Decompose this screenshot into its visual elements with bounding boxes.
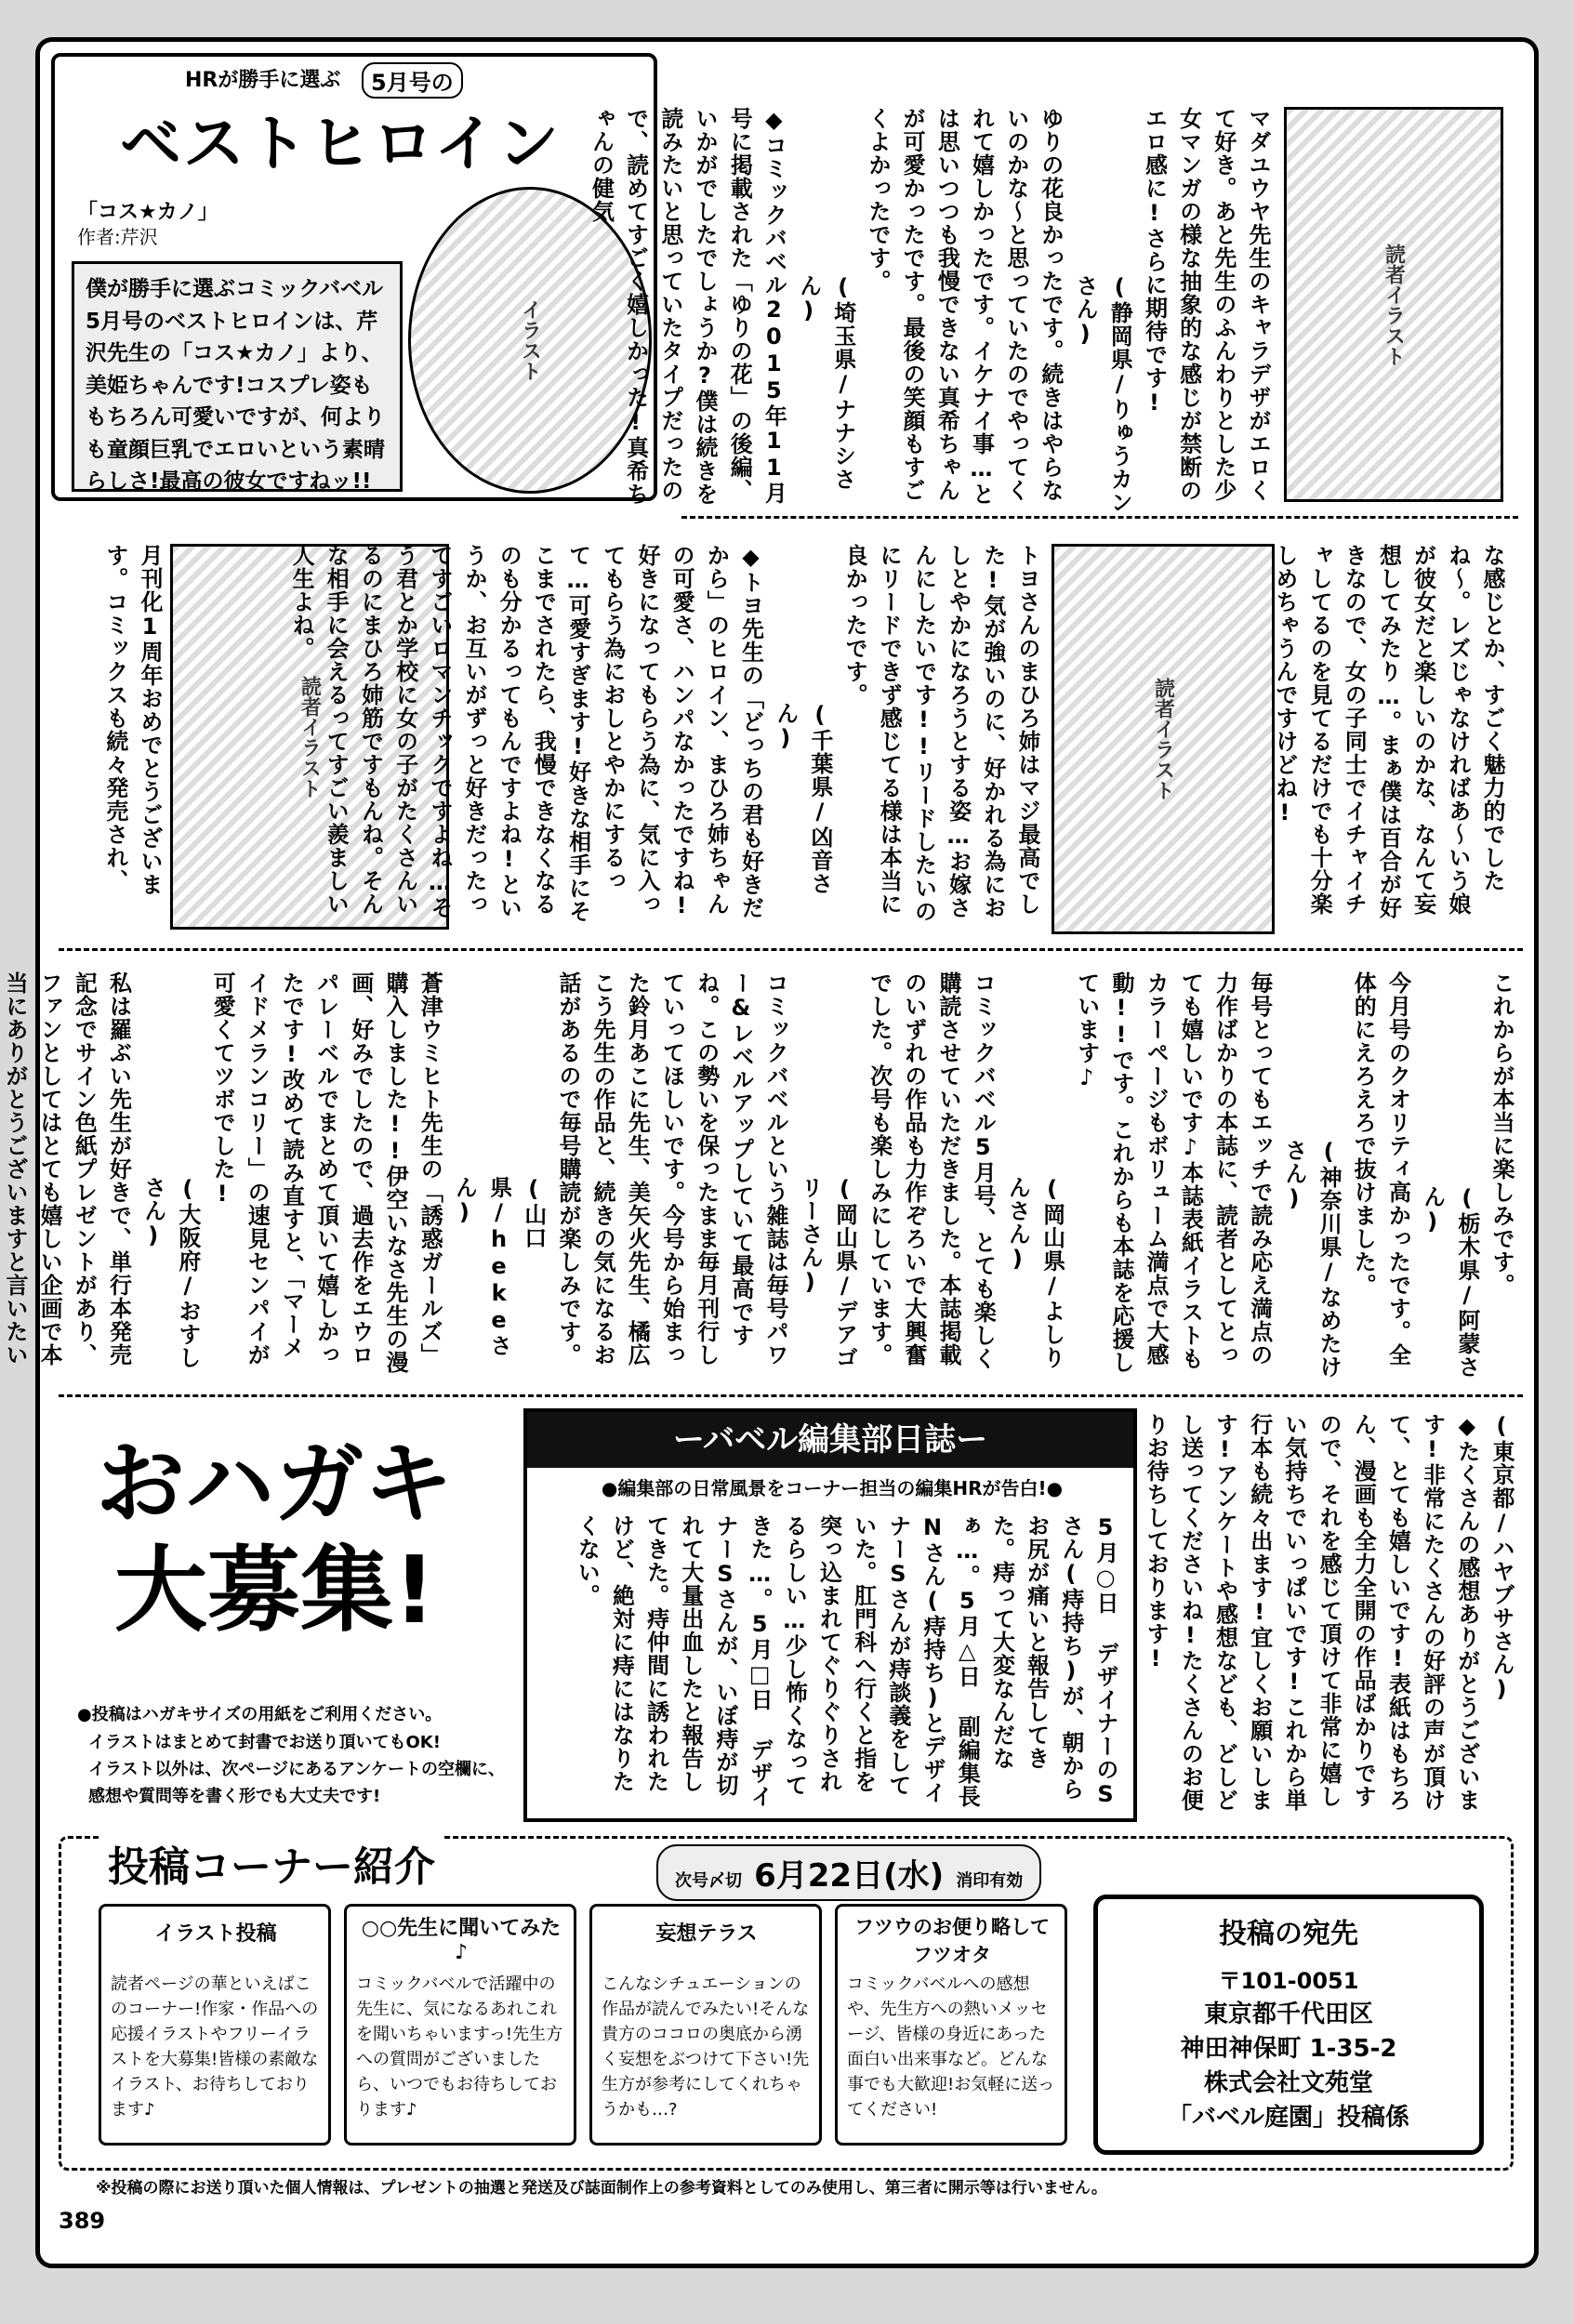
letter-r4-1: ◆たくさんの感想ありがとうございます!非常にたくさんの好評の声が頂けて、とても嬉しいです!表紙はもちろん、漫画も全力全開の作品ばかりですので、それを感じて頂けて非常に嬉しい気持ちでいっぱいです!これから単行本も続々出ます!宜しくお願いします!アンケートや感想なども、どしどし送ってくださいね!たくさんのお便りお待ちしております!	[1143, 1413, 1480, 1812]
letter-r1-1: マダユウヤ先生のキャラデザがエロくて好き。あと先生のふんわりとした少女マンガの様な抽象的な感じが禁断のエロ感に!さらに期待です!	[1141, 107, 1271, 502]
address-line2: 神田神保町 1-35-2	[1180, 2035, 1397, 2063]
reader-art-2: 読者イラスト	[170, 544, 449, 930]
letter-r3-sig3: (岡山県/よしりんさん)	[1004, 1176, 1065, 1369]
diary-body: 5月○日 デザイナーのSさん(痔持ち)が、朝からお尻が痛いと報告してきた。痔って大変なんだなぁ…。5月△日 副編集長Nさん(痔持ち)とデザイナーSさんが痔談義をしていた。肛門科へ行くと指を突っ込まれてぐりぐりされるらしい…少し怖くなってきた…。5月□日 デザイナーSさんが、いぼ痔が切れて大量出血したと報告してきた。痔仲間に誘われたけど、絶対に痔にはなりたくない。	[574, 1514, 1118, 1808]
reader-art-3: 読者イラスト	[1052, 544, 1275, 934]
best-heroine-title: ベストヒロイン	[120, 108, 562, 179]
letter-r2-3: ◆トヨ先生の「どっちの君も好きだから」のヒロイン、まひろ姉ちゃんの可愛さ、ハンパなかったですね!好きになってもらう為に、気に入ってもらう為におしとやかにするって…可愛すぎます!好きな相手にそこまでされたら、我慢できなくなるのも分かるってもんですよね!というか、お互いがずっと好きだったってすごいロマンチックですよね…そう君とか学校に女の子がたくさんいるのにまひろ姉筋ですもんね。そんな相手に会えるってすごい羨ましい人生よね。	[288, 544, 764, 923]
divider-2	[59, 948, 1523, 951]
letters-row2c	[77, 544, 166, 934]
address-zip: 〒101-0051	[1218, 1968, 1359, 1994]
letter-r3-sig1: (栃木県/阿蒙さん)	[1419, 1185, 1480, 1379]
corner-item-head: フツウのお便り略してフツオタ	[854, 1916, 1050, 1966]
deadline-box	[656, 1844, 1041, 1901]
address-line1: 東京都千代田区	[1203, 2000, 1373, 2028]
letter-r3-5: コミックバベルという雑誌は毎号パワー&レベルアップしていて最高ですね。この勢いを保ったまま毎月刊行していってほしいです。今号から始まった鈴月あこに先生、美矢火先生、橘広こう先生の作品と、続きの気になるお話があるので毎号購読が楽しみです。	[554, 971, 789, 1367]
best-heroine-kicker: HRが勝手に選ぶ	[185, 69, 341, 92]
corner-item-letter	[835, 1904, 1067, 2146]
address-head: 投稿の宛先	[1219, 1918, 1358, 1950]
heroine-illustration: イラスト	[408, 187, 652, 494]
letter-r2-2: トヨさんのまひろ姉はマジ最高でした!気が強いのに、好かれる為におしとやかになろうとする姿…お嫁さんにしたいです!!リードしたいのにリードできず感じてる様は本当に良かったです。	[841, 544, 1040, 923]
letters-row4	[1143, 1413, 1518, 1822]
deadline-label: 次号〆切	[675, 1871, 742, 1891]
letter-r2-1: な感じとか、すごく魅力的でしたね〜。レズじゃなければあ〜いう娘が彼女だと楽しいのかな、なんて妄想してみたり…。まぁ僕は百合が好きなので、女の子同士でイチャイチャしてるのを見てるだけでも十分楽しめちゃうんですけどね!	[1271, 544, 1505, 919]
diary-lead: ●編集部の日常風景をコーナー担当の編集HRが告白!●	[601, 1477, 1064, 1499]
letter-r3-7: 私は羅ぶい先生が好きで、単行本発売記念でサイン色紙プレゼントがあり、ファンとしてはとても嬉しい企画で本当にありがとうございますと言いたい	[1, 971, 132, 1367]
postcard-note-3: イラスト以外は、次ページにあるアンケートの空欄に、感想や質問等を書く形でも大丈夫です!	[88, 1760, 506, 1806]
deadline-note: 消印有効	[956, 1871, 1024, 1891]
best-heroine-work: 「コス★カノ」	[77, 201, 218, 224]
corner-title: 投稿コーナー紹介	[99, 1833, 444, 1893]
corner-item-head: 妄想テラス	[655, 1922, 758, 1946]
address-box	[1093, 1895, 1484, 2155]
reader-art-1: 読者イラスト	[1284, 107, 1503, 502]
submission-corner	[59, 1836, 1514, 2171]
postcard-title-1: おハガキ	[96, 1432, 453, 1536]
address-line4: 「バベル庭園」投稿係	[1167, 2104, 1409, 2132]
postcard-section	[77, 1413, 523, 1822]
letter-r4-sig: (東京都/ハヤブサさん)	[1488, 1413, 1514, 1703]
corner-item-head: ○○先生に聞いてみた♪	[361, 1917, 562, 1964]
best-heroine-author: 作者:芹沢	[77, 226, 158, 248]
corner-item-body: 読者ページの華といえばこのコーナー!作家・作品への応援イラストやフリーイラストを大募集!皆様の素敵なイラスト、お待ちしております♪	[111, 1974, 319, 2119]
letter-r3-6: 蒼津ウミヒト先生の「誘惑ガールズ」購入しました!!伊空いなさ先生の漫画、好みでしたので、過去作をエウロパレーベルでまとめて頂いて嬉しかったです!改めて読み直すと、「マーメイドメランコリー」の速見センパイが可愛くてツボでした!	[209, 971, 443, 1374]
corner-item-body: こんなシチュエーションの作品が読んでみたい!そんな貴方のココロの奥底から湧く妄想をぶつけて下さい!先生方が参考にしてくれちゃうかも…?	[602, 1974, 810, 2119]
letters-row1	[588, 107, 1275, 516]
reader-page	[1, 37, 1539, 2268]
diary-title: ーバベル編集部日誌ー	[527, 1412, 1133, 1468]
postcard-note-2: イラストはまとめて封書でお送り頂いてもOK!	[88, 1733, 441, 1752]
corner-item-body: コミックバベルで活躍中の先生に、気になるあれこれを聞いちゃいますっ!先生方への質問がございましたら、いつでもお待ちしております♪	[356, 1974, 563, 2119]
best-heroine-body: 僕が勝手に選ぶコミックバベル5月号のベストヒロインは、芹沢先生の「コス★カノ」より、美姫ちゃんです!コスプレ姿ももちろん可愛いですが、何よりも童顔巨乳でエロいという素晴らしさ!最高の彼女ですねッ!!	[72, 261, 403, 492]
best-heroine-box	[51, 53, 657, 501]
page-number: 389	[59, 2208, 106, 2234]
corner-item-illust	[99, 1904, 331, 2146]
letter-r3-3: 毎号とってもエッチで読み応え満点の力作ばかりの本誌に、読者としてとっても嬉しいです♪本誌表紙イラストもカラーページもボリューム満点で大感動!!です。これからも本誌を応援しています♪	[1073, 971, 1273, 1374]
privacy-note: ※投稿の際にお送り頂いた個人情報は、プレゼントの抽選と発送及び誌面制作上の参考資料としてのみ使用し、第三者に開示等は行いません。	[96, 2179, 1107, 2198]
letter-r1-3: ◆コミックバベル2015年11月号に掲載された「ゆりの花」の後編、いかがでしたでしょうか?僕は続きを読みたいと思っていたタイプだったので、読めてすごく嬉しかった!真希ちゃんの健気	[588, 107, 787, 506]
letter-r1-sig1: (静岡県/りゅうカンさん)	[1072, 274, 1133, 514]
letter-r2-sig2: (千葉県/凶音さん)	[772, 702, 833, 895]
letter-r1-2: ゆりの花良かったです。続きはやらないのかな〜と思っていたのでやってくれて嬉しかったです。イケナイ事…とは思いつつも我慢できない真希ちゃんが可愛かったです。最後の笑顔もすごくよかったです。	[864, 107, 1064, 506]
letter-r3-sig6: (大阪府/おすしさん)	[139, 1176, 201, 1369]
corner-item-ask	[344, 1904, 576, 2146]
divider-3	[59, 1394, 1523, 1397]
letter-r3-sig4: (岡山県/デアゴリーさん)	[797, 1176, 858, 1369]
letter-r1-sig2: (埼玉県/ナナシさん)	[795, 274, 856, 491]
letter-r3-2: 今月号のクオリティ高かったです。全体的にえろえろで抜けました。	[1350, 971, 1411, 1367]
best-heroine-month: 5月号の	[362, 62, 463, 99]
letters-row3	[1, 971, 1518, 1380]
letter-r3-1: これからが本当に楽しみです。	[1488, 971, 1514, 1297]
letter-r2-4: 月刊化1周年おめでとうございます。コミックスも続々発売され、	[101, 544, 163, 896]
corner-item-body: コミックバベルへの感想や、先生方への熱いメッセージ、皆様の身近にあった面白い出来事など。どんな事でも大歓迎!お気軽に送ってください!	[847, 1974, 1055, 2119]
letter-r3-4: コミックバベル5月号、とても楽しく購読させていただきました。本誌掲載のいずれの作品も力作ぞろいで大興奮でした。次号も楽しみにしています。	[866, 971, 997, 1370]
corner-item-head: イラスト投稿	[154, 1922, 277, 1946]
postcard-title-2: 大募集!	[114, 1536, 436, 1644]
letter-r3-sig5: (山口県/hekeさん)	[451, 1176, 547, 1357]
corner-item-delusion	[589, 1904, 822, 2146]
address-line3: 株式会社文苑堂	[1203, 2069, 1373, 2097]
postcard-note-1: ●投稿はハガキサイズの用紙をご利用ください。	[77, 1705, 443, 1724]
editorial-diary	[523, 1408, 1137, 1822]
divider-1	[681, 516, 1518, 519]
letter-r3-sig2: (神奈川県/なめたけさん)	[1280, 1139, 1343, 1379]
deadline-date: 6月22日(水)	[754, 1857, 945, 1895]
